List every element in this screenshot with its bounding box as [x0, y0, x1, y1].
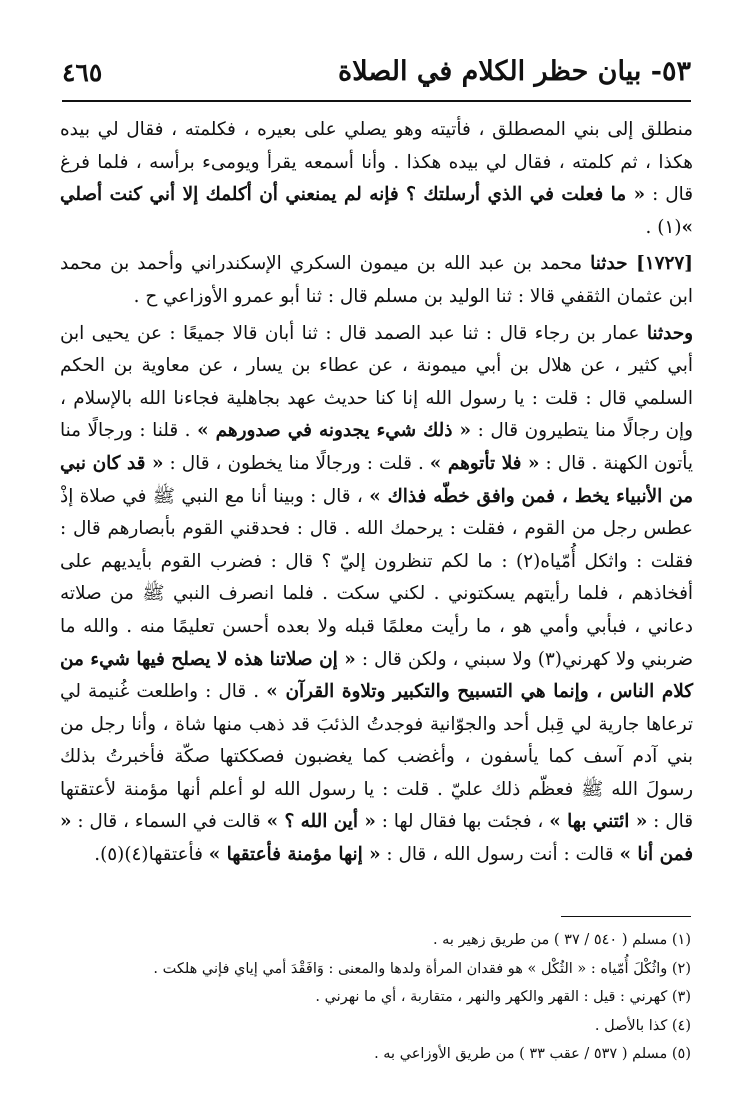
footnote-ref: (١) . [645, 216, 682, 238]
hadith-number: [١٧٢٧] حدثنا [590, 253, 693, 275]
footnote-3: (٣) كهرني : قيل : القهر والكهر والنهر ، متقاربة ، أي ما نهرني . [315, 989, 691, 1005]
footnotes [62, 926, 691, 1069]
narration-text: عمار بن رجاء قال : ثنا عبد الصمد قال : ثنا أبان قالا جميعًا : عن يحيى ابن أبي كثير ، عن هلال بن أبي ميمونة ، عن عطاء بن يسار ، عن معاوية بن الحكم السلمي قال : قلت : يا رسول الله إنا كنا حديث عهد بجاهلية فجاءنا الله بالإسلام ، وإن رجالًا منا يتطيرون قال : [60, 322, 693, 442]
footnote-4: (٤) كذا بالأصل . [594, 1017, 691, 1034]
chapter-title: ٥٣- بيان حظر الكلام في الصلاة [338, 56, 691, 87]
narration-text: . قال : واطلعت غُنيمة لي ترعاها جارية لي قِبل أحد والجوّانية فوجدتُ الذئبَ قد ذهب منها شاة ، وأنا رجل من بني آدم آسف كما يأسفون ، وأغضب كما يغضبون فصككتها صكّة فأخبرتُ بذلك رسولَ الله ﷺ فعظّم ذلك عليّ . قلت : يا رسول الله لو أعلم أنها مؤمنة لأعتقتها قال : [60, 681, 693, 833]
narration-text: (٣) ولا سبني ، ولكن قال : [355, 648, 562, 670]
haddathana-label: وحدثنا [646, 322, 693, 344]
narration-text: ، فجئت بها فقال لها : [375, 811, 550, 833]
prophet-quote: « قد كان نبي من الأنبياء يخط ، فمن وافق خطّه فذاك » [60, 452, 693, 507]
footnote-2: (٢) واثُكْلَ أُمّياه : « الثُكْل » هو فقدان المرأة ولدها والمعنى : وَافَقْدَ أمي إياي فإني هلكت . [153, 960, 691, 977]
narration-text: فأعتقها(٤)(٥). [94, 844, 209, 866]
paragraph-hadith-1727-second-chain [60, 318, 693, 872]
footnote-1: (١) مسلم ( ٥٤٠ / ٣٧ ) من طريق زهير به . [432, 932, 691, 948]
isnad-text: محمد بن عبد الله بن ميمون السكري الإسكندراني وأحمد بن محمد ابن عثمان الثقفي قالا : ثنا الوليد بن مسلم قال : ثنا أبو عمرو الأوزاعي ح . [60, 253, 693, 307]
narration-text: ، قال : وبينا أنا مع النبي ﷺ في صلاة إذْ عطس رجل من القوم ، فقلت : يرحمك الله . قال : فحدقني القوم بأبصارهم قال : فقلت : واثكل أُمّياه [60, 485, 693, 572]
prophet-quote: « إن صلاتنا هذه لا يصلح فيها شيء من كلام الناس ، وإنما هي التسبيح والتكبير وتلاوة القرآن » [60, 648, 693, 703]
page-number: ٤٦٥ [62, 58, 103, 87]
narration-text: قالت : أنت رسول الله ، قال : [380, 844, 620, 866]
running-header [62, 52, 691, 98]
footnote-5: (٥) مسلم ( ٥٣٧ / عقب ٣٣ ) من طريق الأوزاعي به . [374, 1046, 691, 1062]
prophet-quote: « ما فعلت في الذي أرسلتك ؟ فإنه لم يمنعني أن أكلمك إلا أني كنت أصلي » [60, 184, 693, 238]
main-text [60, 114, 693, 872]
prophet-quote: « ذلك شيء يجدونه في صدورهم » [197, 420, 472, 442]
prophet-quote: « أين الله ؟ » [266, 811, 376, 833]
prophet-quote: « ائتني بها » [549, 811, 648, 833]
header-rule [62, 100, 691, 102]
narration-text: قالت في السماء ، قال : [71, 811, 267, 833]
prophet-quote: « فمن أنا » [60, 811, 693, 866]
prophet-quote: « إنها مؤمنة فأعتقها » [208, 844, 381, 866]
paragraph-hadith-1726-continued [60, 114, 693, 244]
paragraph-hadith-1727 [60, 248, 693, 313]
footnote-rule [561, 916, 691, 917]
narration-text: منطلق إلى بني المصطلق ، فأتيته وهو يصلي على بعيره ، فكلمته ، فقال لي بيده هكذا ، ثم كلمته ، فقال لي بيده هكذا . وأنا أسمعه يقرأ ويومىء برأسه ، فلما فرغ قال : [60, 119, 693, 206]
prophet-quote: « فلا تأتوهم » [429, 452, 540, 474]
narration-text: . قلت : ورجالًا منا يخطون ، قال : [163, 452, 430, 474]
narration-text: . قلنا : ورجالًا منا يأتون الكهنة . قال : [60, 420, 693, 474]
narration-text: (٢) : ما لكم تنظرون إليّ ؟ قال : فضرب القوم بأيديهم على أفخاذهم ، فلما رأيتهم يسكتوني . لكني سكت . فلما انصرف النبي ﷺ من صلاته دعاني ، فبأبي وأمي هو ، ما رأيت معلمًا قبله ولا بعده أحسن تعليمًا منه . والله ما ضربني ولا كهرني [60, 550, 693, 670]
